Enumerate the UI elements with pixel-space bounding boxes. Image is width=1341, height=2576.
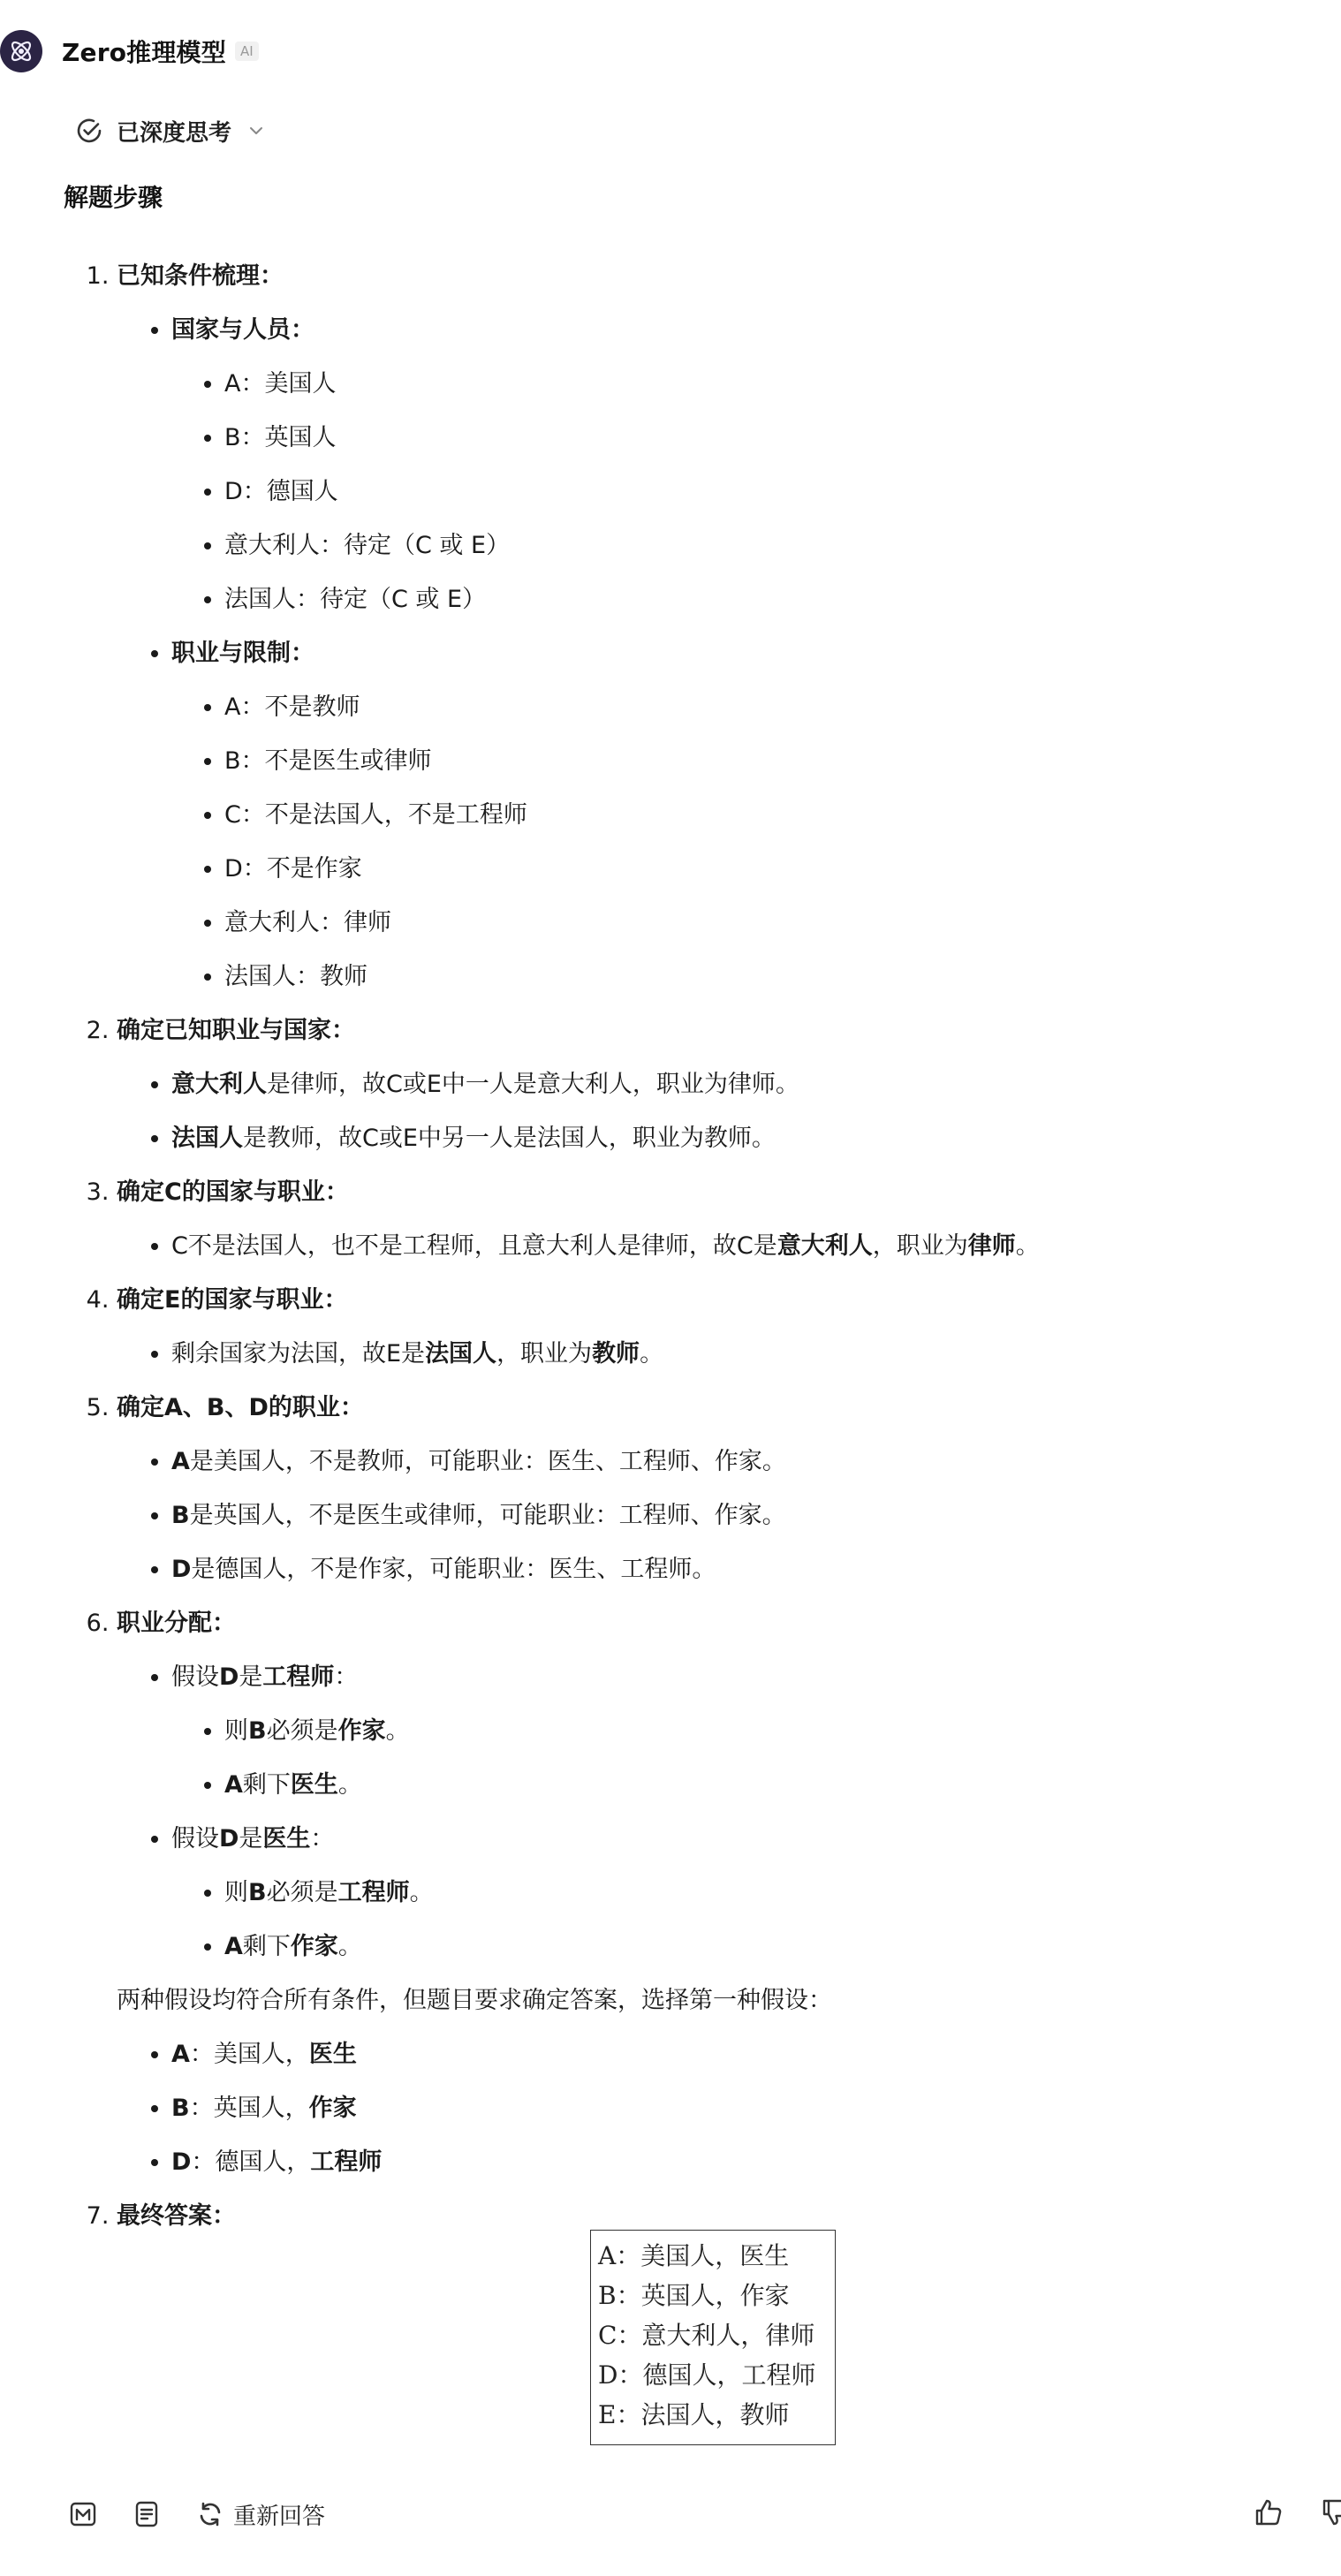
refresh-icon	[196, 2500, 224, 2528]
list-item	[171, 626, 1300, 1004]
thumbs-down-icon	[1320, 2496, 1341, 2528]
text: 必须是	[266, 1879, 338, 1906]
text: ：	[310, 1825, 335, 1852]
markdown-icon	[69, 2500, 97, 2528]
message-header	[0, 27, 259, 76]
list-item	[171, 2135, 1300, 2189]
step-3	[117, 1165, 1300, 1273]
step-title: 确定E的国家与职业：	[117, 1286, 348, 1314]
bold-text: 工程师	[337, 1879, 410, 1906]
text: 。	[337, 1771, 362, 1799]
text: 必须是	[266, 1717, 338, 1745]
list-item: • C：不是法国人，不是工程师	[224, 788, 1300, 842]
text: 是教师，故C或E中另一人是法国人，职业为教师。	[243, 1125, 776, 1152]
text: 。	[1015, 1232, 1040, 1260]
text: 是	[239, 1663, 263, 1691]
text: ，职业为	[872, 1232, 968, 1260]
text: 。	[337, 1933, 362, 1960]
bold-text: D	[171, 2148, 192, 2176]
bold-text: D	[171, 1556, 192, 1583]
message-toolbar	[69, 2489, 360, 2539]
text: 是美国人，不是教师，可能职业：医生、工程师、作家。	[189, 1448, 786, 1475]
bold-text: B	[248, 1879, 267, 1906]
list-item: • B：不是医生或律师	[224, 734, 1300, 788]
text: 剩下	[242, 1771, 291, 1799]
bold-text: 教师	[592, 1340, 640, 1368]
text: 则	[224, 1717, 248, 1745]
bold-text: A	[224, 1771, 243, 1799]
text: 是德国人，不是作家，可能职业：医生、工程师。	[191, 1556, 716, 1583]
steps-list	[64, 249, 1300, 2243]
step-title: 确定A、B、D的职业：	[117, 1394, 364, 1421]
list-item	[224, 1920, 1300, 1974]
list-item	[171, 1812, 1300, 1974]
answer-line: D：德国人，工程师	[598, 2360, 816, 2390]
list-item: • D：不是作家	[224, 842, 1300, 896]
text: ：美国人，	[189, 2041, 309, 2068]
list-item	[224, 1866, 1300, 1920]
bold-text: 法国人	[171, 1125, 243, 1152]
text: 则	[224, 1879, 248, 1906]
step-1	[117, 249, 1300, 1004]
list-item	[171, 2081, 1300, 2135]
regenerate-label: 重新回答	[233, 2503, 326, 2530]
step-5	[117, 1381, 1300, 1596]
ai-badge: AI	[235, 42, 259, 61]
list-item: • 法国人：待定（C 或 E）	[224, 572, 1300, 626]
step-2	[117, 1004, 1300, 1165]
step-title: 确定已知职业与国家：	[117, 1017, 355, 1044]
document-icon	[133, 2500, 161, 2528]
bold-text: 医生	[290, 1771, 338, 1799]
bold-text: A	[171, 1448, 190, 1475]
final-answer-box	[590, 2230, 836, 2445]
list-item: • B：英国人	[224, 411, 1300, 465]
deep-thinking-label: 已深度思考	[117, 119, 232, 147]
text: ：英国人，	[189, 2095, 309, 2122]
solution-content	[64, 249, 1300, 2243]
text: 假设	[171, 1825, 219, 1852]
bold-text: A	[224, 1933, 243, 1960]
bold-text: B	[171, 1502, 190, 1529]
text: ：	[334, 1663, 359, 1691]
deep-thinking-toggle[interactable]	[74, 106, 265, 155]
text: 。	[385, 1717, 410, 1745]
text: 剩下	[242, 1933, 291, 1960]
list-item	[171, 1542, 1300, 1596]
check-circle-icon	[74, 116, 104, 146]
bold-text: A	[171, 2041, 190, 2068]
model-name: Zero推理模型	[62, 38, 226, 67]
list-item	[171, 1650, 1300, 1812]
text: 剩余国家为法国，故E是	[171, 1340, 426, 1368]
list-item: • A：美国人	[224, 357, 1300, 411]
list-item	[171, 1111, 1300, 1165]
text: ：德国人，	[191, 2148, 311, 2176]
bold-text: D	[219, 1663, 239, 1691]
answer-line: C：意大利人，律师	[598, 2321, 815, 2350]
step-4	[117, 1273, 1300, 1381]
regenerate-button[interactable]	[196, 2498, 325, 2531]
conclusion-text: 两种假设均符合所有条件，但题目要求确定答案，选择第一种假设：	[117, 1987, 832, 2014]
list-item	[171, 1489, 1300, 1542]
section-title: 解题步骤	[64, 183, 163, 212]
bold-text: 工程师	[310, 2148, 383, 2176]
chevron-down-icon	[247, 122, 265, 140]
step-6	[117, 1596, 1300, 2189]
text: 是英国人，不是医生或律师，可能职业：工程师、作家。	[189, 1502, 786, 1529]
bold-text: 作家	[308, 2095, 357, 2122]
list-item	[171, 303, 1300, 626]
text: 是	[239, 1825, 263, 1852]
answer-line: E：法国人，教师	[598, 2400, 790, 2429]
dislike-button[interactable]	[1320, 2496, 1341, 2532]
thumbs-up-icon	[1253, 2496, 1284, 2528]
bold-text: 意大利人	[777, 1232, 873, 1260]
list-item	[224, 1704, 1300, 1758]
bold-text: 法国人	[425, 1340, 497, 1368]
bold-text: 律师	[967, 1232, 1016, 1260]
group-title: 国家与人员：	[171, 316, 314, 344]
copy-document-button[interactable]	[133, 2500, 161, 2528]
like-button[interactable]	[1253, 2496, 1284, 2532]
markdown-button[interactable]	[69, 2500, 97, 2528]
text: 是律师，故C或E中一人是意大利人，职业为律师。	[267, 1071, 799, 1098]
bold-text: 医生	[262, 1825, 311, 1852]
step-title: 已知条件梳理：	[117, 262, 284, 290]
bold-text: B	[171, 2095, 190, 2122]
text: 。	[409, 1879, 434, 1906]
list-item	[171, 1327, 1300, 1381]
list-item: • 意大利人：律师	[224, 896, 1300, 950]
list-item	[171, 2027, 1300, 2081]
atom-icon	[6, 36, 36, 66]
text: 假设	[171, 1663, 219, 1691]
list-item	[171, 1435, 1300, 1489]
step-title: 最终答案：	[117, 2202, 236, 2230]
avatar	[0, 30, 42, 72]
list-item	[171, 1057, 1300, 1111]
list-item: • D：德国人	[224, 465, 1300, 519]
text: ，职业为	[496, 1340, 593, 1368]
bold-text: 医生	[308, 2041, 357, 2068]
bold-text: 意大利人	[171, 1071, 267, 1098]
bold-text: D	[219, 1825, 239, 1852]
text: 。	[640, 1340, 664, 1368]
bold-text: 作家	[290, 1933, 338, 1960]
list-item	[224, 1758, 1300, 1812]
group-title: 职业与限制：	[171, 640, 314, 667]
list-item	[171, 1219, 1300, 1273]
answer-line: B：英国人，作家	[598, 2281, 790, 2310]
list-item: • A：不是教师	[224, 680, 1300, 734]
bold-text: B	[248, 1717, 267, 1745]
text: C不是法国人，也不是工程师，且意大利人是律师，故C是	[171, 1232, 777, 1260]
answer-line: A：美国人，医生	[598, 2241, 790, 2270]
bold-text: 工程师	[262, 1663, 335, 1691]
list-item: • 意大利人：待定（C 或 E）	[224, 519, 1300, 572]
feedback-buttons	[1253, 2496, 1341, 2532]
step-title: 职业分配：	[117, 1610, 236, 1637]
step-title: 确定C的国家与职业：	[117, 1178, 349, 1206]
bold-text: 作家	[337, 1717, 386, 1745]
list-item: • 法国人：教师	[224, 950, 1300, 1004]
